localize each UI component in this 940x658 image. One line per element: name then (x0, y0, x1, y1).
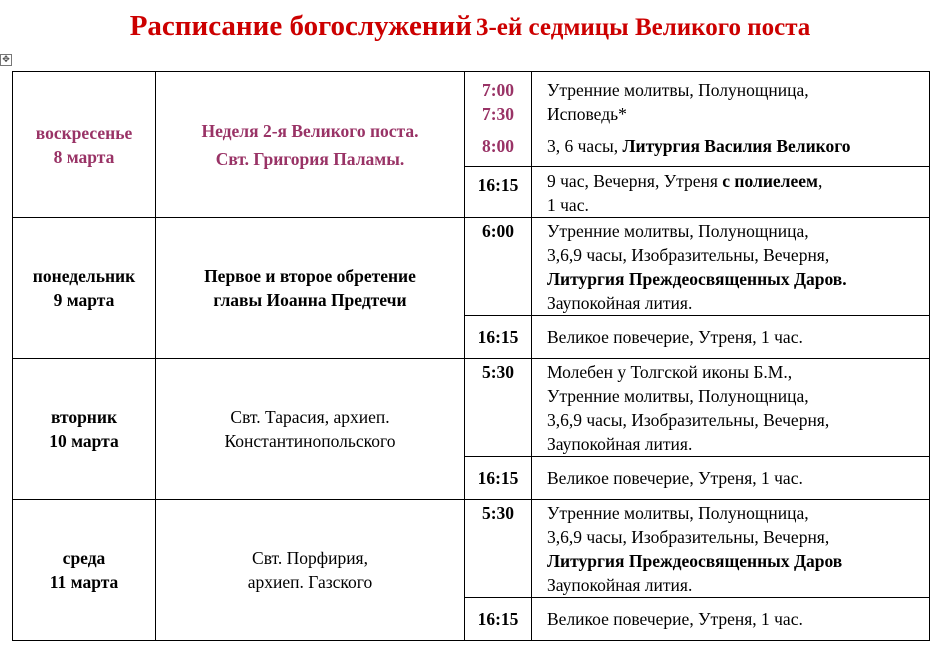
time: 5:30 (481, 362, 515, 382)
table-row (13, 218, 930, 316)
liturgy-name: Литургия Василия Великого (622, 136, 851, 156)
time-cell (465, 316, 532, 359)
time-cell (465, 598, 532, 641)
service-line: Литургия Преждеосвященных Даров (547, 551, 843, 571)
time: 16:15 (477, 468, 519, 488)
feast-line: Свт. Григория Паламы. (215, 148, 405, 169)
service-line: 3,6,9 часы, Изобразительны, Вечерня, (547, 410, 830, 430)
feast-line: архиеп. Газского (247, 572, 373, 592)
feast-line: Свт. Порфирия, (252, 548, 368, 568)
service-cell (532, 72, 930, 167)
service-line (547, 134, 925, 158)
service-cell (532, 316, 930, 359)
service-emph: с полиелеем (722, 171, 818, 191)
table-row (13, 500, 930, 598)
feast-line: главы Иоанна Предтечи (213, 290, 407, 310)
service-cell (532, 457, 930, 500)
feast-cell (156, 359, 465, 500)
weekday: воскресенье (35, 122, 133, 143)
date: 10 марта (49, 431, 119, 451)
time-cell (465, 218, 532, 316)
time: 7:30 (481, 104, 515, 124)
service-text: 3, 6 часы, (547, 136, 623, 156)
time: 5:30 (481, 503, 515, 523)
time: 7:00 (481, 80, 515, 100)
feast-cell (156, 500, 465, 641)
service-cell (532, 167, 930, 218)
time-cell (465, 167, 532, 218)
service-line: Молебен у Толгской иконы Б.М., (547, 362, 793, 382)
page-title (0, 10, 940, 43)
weekday: вторник (50, 407, 118, 427)
time: 8:00 (481, 136, 515, 156)
service-text: , (817, 171, 823, 191)
time: 16:15 (477, 609, 519, 629)
feast-line: Неделя 2-я Великого поста. (201, 120, 419, 141)
service-line: Заупокойная лития. (547, 575, 693, 595)
service-cell (532, 218, 930, 316)
feast-line: Свт. Тарасия, архиеп. (230, 407, 390, 427)
service-text: 9 час, Вечерня, Утреня (547, 171, 723, 191)
service-cell (532, 598, 930, 641)
service-line: Заупокойная лития. (547, 434, 693, 454)
move-cross-icon[interactable]: ✥ (0, 54, 12, 66)
service-cell (532, 500, 930, 598)
service-cell (532, 359, 930, 457)
service-line: Утренние молитвы, Полунощница, (547, 221, 809, 241)
service-line (547, 169, 925, 193)
service-line: Литургия Преждеосвященных Даров. (547, 269, 847, 289)
day-cell (13, 500, 156, 641)
time-cell (465, 359, 532, 457)
time: 6:00 (481, 221, 515, 241)
weekday: понедельник (32, 266, 136, 286)
time: 16:15 (477, 327, 519, 347)
service-line: Утренние молитвы, Полунощница, (547, 503, 809, 523)
day-cell (13, 72, 156, 218)
service-line: 3,6,9 часы, Изобразительны, Вечерня, (547, 527, 830, 547)
service-line: Великое повечерие, Утреня, 1 час. (547, 468, 803, 488)
service-line: Утренние молитвы, Полунощница, (547, 386, 809, 406)
service-line: 3,6,9 часы, Изобразительны, Вечерня, (547, 245, 830, 265)
time-cell (465, 500, 532, 598)
title-week: 3-ей седмицы Великого поста (475, 14, 811, 41)
schedule-table (12, 71, 930, 641)
time: 16:15 (477, 175, 519, 195)
table-row (13, 72, 930, 167)
feast-cell (156, 218, 465, 359)
date: 11 марта (49, 572, 119, 592)
service-line: 1 час. (547, 195, 589, 215)
date: 8 марта (53, 146, 115, 167)
weekday: среда (62, 548, 106, 568)
date: 9 марта (53, 290, 115, 310)
time-cell (465, 72, 532, 167)
day-cell (13, 218, 156, 359)
time-cell (465, 457, 532, 500)
service-line: Великое повечерие, Утреня, 1 час. (547, 609, 803, 629)
service-line: Исповедь* (547, 104, 627, 124)
table-row (13, 359, 930, 457)
day-cell (13, 359, 156, 500)
service-line: Заупокойная лития. (547, 293, 693, 313)
feast-line: Константинопольского (224, 431, 396, 451)
service-line: Утренние молитвы, Полунощница, (547, 80, 809, 100)
feast-line: Первое и второе обретение (204, 266, 416, 286)
feast-cell (156, 72, 465, 218)
service-line: Великое повечерие, Утреня, 1 час. (547, 327, 803, 347)
title-main: Расписание богослужений (129, 10, 472, 42)
